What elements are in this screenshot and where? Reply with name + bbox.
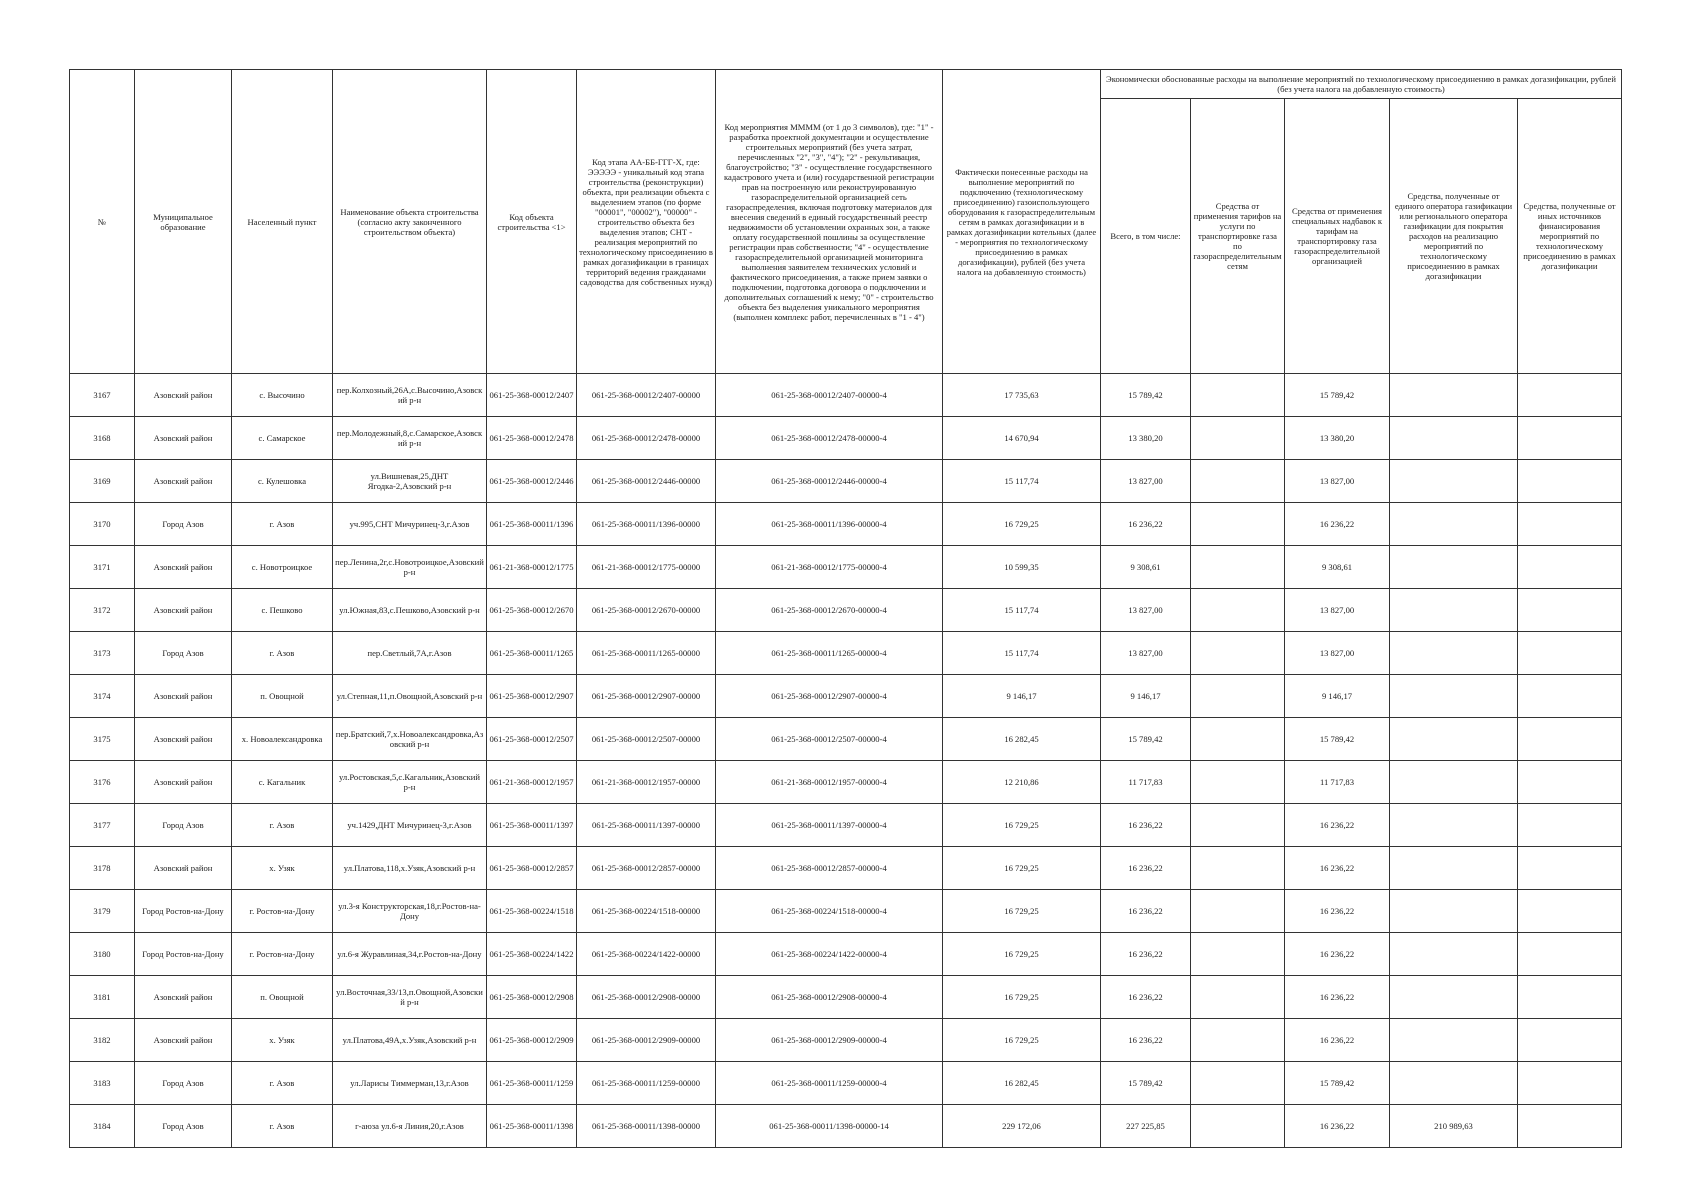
cell-surcharges: 16 236,22 bbox=[1285, 1019, 1390, 1062]
header-actual-costs: Фактически понесенные расходы на выполнение мероприятий по подключению (технологическому присоединению) газоиспользующего оборудования к газораспределительным сетям в рамках догазификации и в рамках догазификации котельных (далее - мероприятия по технологическому присоединению в рамках догазификации), рублей (без учета налога на добавленную стоимость) bbox=[943, 70, 1101, 374]
cell-tariffs bbox=[1191, 460, 1285, 503]
header-operator-funds: Средства, полученные от единого оператора газификации или регионального оператора газификации для покрытия расходов на реализацию мероприятий по технологическому присоединению в рамках догазификации bbox=[1390, 99, 1518, 374]
header-num: № bbox=[70, 70, 135, 374]
cell-tariffs bbox=[1191, 546, 1285, 589]
cell-stage-code: 061-25-368-00012/2907-00000 bbox=[577, 675, 716, 718]
cell-settlement: г. Азов bbox=[232, 804, 333, 847]
cell-total: 9 308,61 bbox=[1101, 546, 1191, 589]
cell-stage-code: 061-25-368-00011/1259-00000 bbox=[577, 1062, 716, 1105]
cell-event-code: 061-25-368-00012/2907-00000-4 bbox=[716, 675, 943, 718]
cell-municipality: Город Азов bbox=[135, 804, 232, 847]
cell-operator-funds bbox=[1390, 503, 1518, 546]
cell-municipality: Город Азов bbox=[135, 1105, 232, 1148]
cell-surcharges: 15 789,42 bbox=[1285, 1062, 1390, 1105]
cell-other-funds bbox=[1518, 374, 1622, 417]
cell-num: 3167 bbox=[70, 374, 135, 417]
cell-tariffs bbox=[1191, 374, 1285, 417]
cell-object-code: 061-25-368-00011/1396 bbox=[487, 503, 577, 546]
cell-actual-costs: 15 117,74 bbox=[943, 460, 1101, 503]
cell-object-name: ул.Южная,83,с.Пешково,Азовский р-н bbox=[333, 589, 487, 632]
cell-surcharges: 16 236,22 bbox=[1285, 804, 1390, 847]
header-total: Всего, в том числе: bbox=[1101, 99, 1191, 374]
cell-municipality: Азовский район bbox=[135, 675, 232, 718]
cell-surcharges: 16 236,22 bbox=[1285, 1105, 1390, 1148]
cell-municipality: Город Ростов-на-Дону bbox=[135, 933, 232, 976]
table-row bbox=[70, 417, 1622, 460]
cell-actual-costs: 10 599,35 bbox=[943, 546, 1101, 589]
cell-stage-code: 061-25-368-00012/2478-00000 bbox=[577, 417, 716, 460]
table-row bbox=[70, 1019, 1622, 1062]
header-other-funds: Средства, полученные от иных источников финансирования мероприятий по технологическому присоединению в рамках догазификации bbox=[1518, 99, 1622, 374]
table-row bbox=[70, 761, 1622, 804]
cell-surcharges: 15 789,42 bbox=[1285, 374, 1390, 417]
cell-operator-funds bbox=[1390, 761, 1518, 804]
cell-object-name: уч.995,СНТ Мичуринец-3,г.Азов bbox=[333, 503, 487, 546]
cell-object-code: 061-25-368-00224/1518 bbox=[487, 890, 577, 933]
cell-tariffs bbox=[1191, 417, 1285, 460]
cell-object-code: 061-25-368-00012/2670 bbox=[487, 589, 577, 632]
cell-surcharges: 16 236,22 bbox=[1285, 503, 1390, 546]
cell-stage-code: 061-25-368-00011/1397-00000 bbox=[577, 804, 716, 847]
cell-num: 3177 bbox=[70, 804, 135, 847]
cell-operator-funds bbox=[1390, 374, 1518, 417]
cell-tariffs bbox=[1191, 761, 1285, 804]
table-row bbox=[70, 976, 1622, 1019]
cell-tariffs bbox=[1191, 589, 1285, 632]
cell-object-code: 061-25-368-00011/1265 bbox=[487, 632, 577, 675]
cell-event-code: 061-25-368-00011/1259-00000-4 bbox=[716, 1062, 943, 1105]
table-row bbox=[70, 589, 1622, 632]
cell-settlement: с. Новотроицкое bbox=[232, 546, 333, 589]
cell-tariffs bbox=[1191, 632, 1285, 675]
cell-num: 3183 bbox=[70, 1062, 135, 1105]
cell-tariffs bbox=[1191, 933, 1285, 976]
cell-surcharges: 9 308,61 bbox=[1285, 546, 1390, 589]
cell-object-name: ул.Платова,49А,х.Узяк,Азовский р-н bbox=[333, 1019, 487, 1062]
cell-surcharges: 16 236,22 bbox=[1285, 933, 1390, 976]
cell-total: 16 236,22 bbox=[1101, 847, 1191, 890]
table-row bbox=[70, 718, 1622, 761]
cell-event-code: 061-25-368-00012/2909-00000-4 bbox=[716, 1019, 943, 1062]
table-row bbox=[70, 460, 1622, 503]
cell-actual-costs: 16 282,45 bbox=[943, 718, 1101, 761]
cell-settlement: г. Ростов-на-Дону bbox=[232, 933, 333, 976]
cell-total: 16 236,22 bbox=[1101, 804, 1191, 847]
cell-settlement: с. Высочино bbox=[232, 374, 333, 417]
cell-other-funds bbox=[1518, 503, 1622, 546]
cell-surcharges: 11 717,83 bbox=[1285, 761, 1390, 804]
cell-num: 3169 bbox=[70, 460, 135, 503]
cell-municipality: Азовский район bbox=[135, 1019, 232, 1062]
cell-settlement: с. Кагальник bbox=[232, 761, 333, 804]
cell-total: 15 789,42 bbox=[1101, 718, 1191, 761]
cell-settlement: с. Пешково bbox=[232, 589, 333, 632]
cell-other-funds bbox=[1518, 1019, 1622, 1062]
cell-actual-costs: 16 729,25 bbox=[943, 503, 1101, 546]
cell-other-funds bbox=[1518, 847, 1622, 890]
header-event-code: Код мероприятия ММММ (от 1 до 3 символов), где: "1" - разработка проектной документации и осуществление строительных мероприятий (без учета затрат, перечисленных "2", "3", "4"); "2" - рекультивация, благоустройство; "3" - осуществление государственного кадастрового учета и (или) государственной регистрации прав на построенную или реконструированную газораспределительной организацией сеть газораспределения, включая подготовку материалов для внесения сведений в единый государственный реестр недвижимости об установлении охранных зон, а также оплату государственной пошлины за осуществление регистрации прав собственности; "4" - осуществление газораспределительной организацией мониторинга выполнения заявителем технических условий и фактического присоединения, а также прием заявки о подключении, подготовка договора о подключении и дополнительных соглашений к нему; "0" - строительство объекта без выделения уникального мероприятия (выполнен комплекс работ, перечисленных в "1 - 4") bbox=[716, 70, 943, 374]
cell-tariffs bbox=[1191, 718, 1285, 761]
cell-surcharges: 16 236,22 bbox=[1285, 890, 1390, 933]
cell-object-name: ул.Платова,118,х.Узяк,Азовский р-н bbox=[333, 847, 487, 890]
cell-municipality: Город Азов bbox=[135, 632, 232, 675]
table-row bbox=[70, 546, 1622, 589]
cell-settlement: с. Самарское bbox=[232, 417, 333, 460]
cell-other-funds bbox=[1518, 976, 1622, 1019]
cell-stage-code: 061-21-368-00012/1957-00000 bbox=[577, 761, 716, 804]
cell-actual-costs: 16 729,25 bbox=[943, 804, 1101, 847]
cell-other-funds bbox=[1518, 1062, 1622, 1105]
cell-municipality: Азовский район bbox=[135, 546, 232, 589]
cell-object-name: ул.6-я Журавлиная,34,г.Ростов-на-Дону bbox=[333, 933, 487, 976]
cell-total: 13 827,00 bbox=[1101, 460, 1191, 503]
cell-object-name: ул.3-я Конструкторская,18,г.Ростов-на-Дону bbox=[333, 890, 487, 933]
cell-event-code: 061-25-368-00224/1422-00000-4 bbox=[716, 933, 943, 976]
cell-municipality: Азовский район bbox=[135, 976, 232, 1019]
cell-object-code: 061-25-368-00012/2907 bbox=[487, 675, 577, 718]
cell-operator-funds bbox=[1390, 632, 1518, 675]
cell-operator-funds bbox=[1390, 417, 1518, 460]
cell-num: 3176 bbox=[70, 761, 135, 804]
table-row bbox=[70, 890, 1622, 933]
cell-object-name: ул.Вишневая,25,ДНТ Ягодка-2,Азовский р-н bbox=[333, 460, 487, 503]
table-row bbox=[70, 1105, 1622, 1148]
cell-num: 3175 bbox=[70, 718, 135, 761]
cell-other-funds bbox=[1518, 632, 1622, 675]
cell-stage-code: 061-25-368-00224/1518-00000 bbox=[577, 890, 716, 933]
cell-municipality: Азовский район bbox=[135, 374, 232, 417]
cell-actual-costs: 16 729,25 bbox=[943, 933, 1101, 976]
cell-stage-code: 061-25-368-00012/2857-00000 bbox=[577, 847, 716, 890]
header-municipality: Муниципальное образование bbox=[135, 70, 232, 374]
cell-tariffs bbox=[1191, 847, 1285, 890]
cell-event-code: 061-21-368-00012/1957-00000-4 bbox=[716, 761, 943, 804]
cell-surcharges: 13 827,00 bbox=[1285, 589, 1390, 632]
cell-num: 3178 bbox=[70, 847, 135, 890]
cell-object-code: 061-25-368-00224/1422 bbox=[487, 933, 577, 976]
cell-stage-code: 061-25-368-00012/2446-00000 bbox=[577, 460, 716, 503]
cell-operator-funds bbox=[1390, 890, 1518, 933]
cell-total: 13 827,00 bbox=[1101, 589, 1191, 632]
cell-actual-costs: 9 146,17 bbox=[943, 675, 1101, 718]
cell-object-code: 061-25-368-00011/1398 bbox=[487, 1105, 577, 1148]
cell-object-code: 061-21-368-00012/1775 bbox=[487, 546, 577, 589]
cell-surcharges: 15 789,42 bbox=[1285, 718, 1390, 761]
table-row bbox=[70, 632, 1622, 675]
cell-surcharges: 9 146,17 bbox=[1285, 675, 1390, 718]
cell-other-funds bbox=[1518, 718, 1622, 761]
cell-event-code: 061-25-368-00012/2857-00000-4 bbox=[716, 847, 943, 890]
cell-tariffs bbox=[1191, 1062, 1285, 1105]
cell-total: 227 225,85 bbox=[1101, 1105, 1191, 1148]
cell-num: 3172 bbox=[70, 589, 135, 632]
cell-stage-code: 061-25-368-00011/1398-00000 bbox=[577, 1105, 716, 1148]
cell-surcharges: 13 827,00 bbox=[1285, 460, 1390, 503]
cell-settlement: г. Азов bbox=[232, 1062, 333, 1105]
cell-settlement: п. Овощной bbox=[232, 976, 333, 1019]
cell-event-code: 061-25-368-00012/2507-00000-4 bbox=[716, 718, 943, 761]
table-row bbox=[70, 804, 1622, 847]
cell-municipality: Азовский район bbox=[135, 589, 232, 632]
cell-actual-costs: 12 210,86 bbox=[943, 761, 1101, 804]
header-object-code: Код объекта строительства <1> bbox=[487, 70, 577, 374]
cell-actual-costs: 16 729,25 bbox=[943, 1019, 1101, 1062]
cell-other-funds bbox=[1518, 761, 1622, 804]
cell-event-code: 061-25-368-00011/1396-00000-4 bbox=[716, 503, 943, 546]
cell-object-name: пер.Братский,7,х.Новоалександровка,Азовский р-н bbox=[333, 718, 487, 761]
cell-object-code: 061-25-368-00011/1259 bbox=[487, 1062, 577, 1105]
cell-object-name: пер.Светлый,7А,г.Азов bbox=[333, 632, 487, 675]
cell-event-code: 061-25-368-00012/2908-00000-4 bbox=[716, 976, 943, 1019]
cell-stage-code: 061-21-368-00012/1775-00000 bbox=[577, 546, 716, 589]
cell-total: 16 236,22 bbox=[1101, 1019, 1191, 1062]
header-tariffs: Средства от применения тарифов на услуги по транспортировке газа по газораспределительным сетям bbox=[1191, 99, 1285, 374]
cell-municipality: Город Ростов-на-Дону bbox=[135, 890, 232, 933]
cell-event-code: 061-25-368-00012/2478-00000-4 bbox=[716, 417, 943, 460]
header-economic-costs-group: Экономически обоснованные расходы на выполнение мероприятий по технологическому присоединению в рамках догазификации, рублей (без учета налога на добавленную стоимость) bbox=[1101, 70, 1622, 99]
cell-other-funds bbox=[1518, 460, 1622, 503]
cell-event-code: 061-25-368-00012/2446-00000-4 bbox=[716, 460, 943, 503]
cell-municipality: Азовский район bbox=[135, 417, 232, 460]
cell-object-code: 061-21-368-00012/1957 bbox=[487, 761, 577, 804]
cell-object-code: 061-25-368-00012/2446 bbox=[487, 460, 577, 503]
cell-tariffs bbox=[1191, 804, 1285, 847]
cell-object-name: пер.Ленина,2г,с.Новотроицкое,Азовский р-н bbox=[333, 546, 487, 589]
cell-stage-code: 061-25-368-00012/2909-00000 bbox=[577, 1019, 716, 1062]
cell-num: 3182 bbox=[70, 1019, 135, 1062]
cell-other-funds bbox=[1518, 417, 1622, 460]
header-stage-code: Код этапа АА-ББ-ГГГ-Х, где: ЭЭЭЭЭ - уникальный код этапа строительства (реконструкции) объекта, при реализации объекта с выделением этапов (по форме "00001", "00002"), "00000" - строительство объекта без выделения этапов; СНТ - реализация мероприятий по технологическому присоединению в рамках догазификации в границах территорий ведения гражданами садоводства для собственных нужд) bbox=[577, 70, 716, 374]
cell-event-code: 061-25-368-00224/1518-00000-4 bbox=[716, 890, 943, 933]
cell-object-code: 061-25-368-00012/2478 bbox=[487, 417, 577, 460]
cell-other-funds bbox=[1518, 804, 1622, 847]
table-body bbox=[70, 374, 1622, 1148]
cell-settlement: г. Ростов-на-Дону bbox=[232, 890, 333, 933]
cell-operator-funds bbox=[1390, 460, 1518, 503]
table-row bbox=[70, 503, 1622, 546]
cell-other-funds bbox=[1518, 1105, 1622, 1148]
cell-object-code: 061-25-368-00012/2407 bbox=[487, 374, 577, 417]
cell-object-name: ул.Ростовская,5,с.Кагальник,Азовский р-н bbox=[333, 761, 487, 804]
cell-other-funds bbox=[1518, 546, 1622, 589]
cell-total: 16 236,22 bbox=[1101, 503, 1191, 546]
cell-actual-costs: 16 729,25 bbox=[943, 847, 1101, 890]
cell-settlement: г. Азов bbox=[232, 503, 333, 546]
cell-operator-funds bbox=[1390, 675, 1518, 718]
cell-municipality: Азовский район bbox=[135, 847, 232, 890]
cell-event-code: 061-25-368-00012/2407-00000-4 bbox=[716, 374, 943, 417]
cell-object-code: 061-25-368-00012/2909 bbox=[487, 1019, 577, 1062]
table-row bbox=[70, 847, 1622, 890]
cell-municipality: Город Азов bbox=[135, 503, 232, 546]
cell-actual-costs: 229 172,06 bbox=[943, 1105, 1101, 1148]
cell-event-code: 061-21-368-00012/1775-00000-4 bbox=[716, 546, 943, 589]
cell-tariffs bbox=[1191, 890, 1285, 933]
cell-operator-funds bbox=[1390, 718, 1518, 761]
cell-municipality: Город Азов bbox=[135, 1062, 232, 1105]
cell-settlement: х. Узяк bbox=[232, 847, 333, 890]
cell-object-name: пер.Колхозный,26А,с.Высочино,Азовский р-н bbox=[333, 374, 487, 417]
cell-settlement: х. Новоалександровка bbox=[232, 718, 333, 761]
cell-other-funds bbox=[1518, 589, 1622, 632]
cell-settlement: с. Кулешовка bbox=[232, 460, 333, 503]
cell-object-code: 061-25-368-00011/1397 bbox=[487, 804, 577, 847]
cell-tariffs bbox=[1191, 503, 1285, 546]
cell-settlement: г. Азов bbox=[232, 632, 333, 675]
cell-stage-code: 061-25-368-00224/1422-00000 bbox=[577, 933, 716, 976]
cell-other-funds bbox=[1518, 890, 1622, 933]
cell-object-code: 061-25-368-00012/2507 bbox=[487, 718, 577, 761]
cell-actual-costs: 14 670,94 bbox=[943, 417, 1101, 460]
cell-surcharges: 13 380,20 bbox=[1285, 417, 1390, 460]
cell-operator-funds bbox=[1390, 804, 1518, 847]
cell-operator-funds bbox=[1390, 1019, 1518, 1062]
table-header bbox=[70, 70, 1622, 374]
cell-municipality: Азовский район bbox=[135, 460, 232, 503]
cell-object-code: 061-25-368-00012/2908 bbox=[487, 976, 577, 1019]
cell-actual-costs: 15 117,74 bbox=[943, 589, 1101, 632]
cell-stage-code: 061-25-368-00011/1265-00000 bbox=[577, 632, 716, 675]
cell-event-code: 061-25-368-00012/2670-00000-4 bbox=[716, 589, 943, 632]
cell-operator-funds bbox=[1390, 976, 1518, 1019]
cell-total: 9 146,17 bbox=[1101, 675, 1191, 718]
cell-operator-funds bbox=[1390, 546, 1518, 589]
cell-operator-funds bbox=[1390, 589, 1518, 632]
cell-num: 3181 bbox=[70, 976, 135, 1019]
cell-total: 15 789,42 bbox=[1101, 374, 1191, 417]
cell-total: 11 717,83 bbox=[1101, 761, 1191, 804]
gasification-costs-table bbox=[69, 69, 1622, 1148]
cell-num: 3180 bbox=[70, 933, 135, 976]
cell-total: 13 827,00 bbox=[1101, 632, 1191, 675]
cell-actual-costs: 16 729,25 bbox=[943, 890, 1101, 933]
cell-num: 3171 bbox=[70, 546, 135, 589]
cell-stage-code: 061-25-368-00012/2407-00000 bbox=[577, 374, 716, 417]
cell-event-code: 061-25-368-00011/1397-00000-4 bbox=[716, 804, 943, 847]
cell-object-name: ул.Степная,11,п.Овощной,Азовский р-н bbox=[333, 675, 487, 718]
cell-other-funds bbox=[1518, 675, 1622, 718]
cell-operator-funds bbox=[1390, 1062, 1518, 1105]
table-row bbox=[70, 933, 1622, 976]
cell-settlement: г. Азов bbox=[232, 1105, 333, 1148]
cell-num: 3179 bbox=[70, 890, 135, 933]
cell-num: 3184 bbox=[70, 1105, 135, 1148]
cell-num: 3168 bbox=[70, 417, 135, 460]
cell-object-name: г-аюза ул.6-я Линия,20,г.Азов bbox=[333, 1105, 487, 1148]
cell-stage-code: 061-25-368-00012/2507-00000 bbox=[577, 718, 716, 761]
cell-object-name: уч.1429,ДНТ Мичуринец-3,г.Азов bbox=[333, 804, 487, 847]
cell-actual-costs: 15 117,74 bbox=[943, 632, 1101, 675]
cell-operator-funds bbox=[1390, 847, 1518, 890]
cell-object-name: ул.Ларисы Тиммерман,13,г.Азов bbox=[333, 1062, 487, 1105]
cell-total: 16 236,22 bbox=[1101, 933, 1191, 976]
cell-object-name: пер.Молодежный,8,с.Самарское,Азовский р-н bbox=[333, 417, 487, 460]
cell-stage-code: 061-25-368-00012/2670-00000 bbox=[577, 589, 716, 632]
cell-actual-costs: 17 735,63 bbox=[943, 374, 1101, 417]
cell-tariffs bbox=[1191, 1105, 1285, 1148]
cell-other-funds bbox=[1518, 933, 1622, 976]
cell-municipality: Азовский район bbox=[135, 718, 232, 761]
cell-surcharges: 16 236,22 bbox=[1285, 976, 1390, 1019]
cell-num: 3170 bbox=[70, 503, 135, 546]
table-row bbox=[70, 675, 1622, 718]
cell-event-code: 061-25-368-00011/1265-00000-4 bbox=[716, 632, 943, 675]
cell-actual-costs: 16 729,25 bbox=[943, 976, 1101, 1019]
cell-event-code: 061-25-368-00011/1398-00000-14 bbox=[716, 1105, 943, 1148]
cell-stage-code: 061-25-368-00012/2908-00000 bbox=[577, 976, 716, 1019]
table-row bbox=[70, 1062, 1622, 1105]
cell-total: 15 789,42 bbox=[1101, 1062, 1191, 1105]
header-surcharges: Средства от применения специальных надбавок к тарифам на транспортировку газа газораспределительной организацией bbox=[1285, 99, 1390, 374]
cell-stage-code: 061-25-368-00011/1396-00000 bbox=[577, 503, 716, 546]
cell-tariffs bbox=[1191, 976, 1285, 1019]
cell-settlement: х. Узяк bbox=[232, 1019, 333, 1062]
table-row bbox=[70, 374, 1622, 417]
cell-total: 16 236,22 bbox=[1101, 976, 1191, 1019]
cell-num: 3173 bbox=[70, 632, 135, 675]
cell-num: 3174 bbox=[70, 675, 135, 718]
cell-actual-costs: 16 282,45 bbox=[943, 1062, 1101, 1105]
header-settlement: Населенный пункт bbox=[232, 70, 333, 374]
cell-operator-funds bbox=[1390, 933, 1518, 976]
cell-settlement: п. Овощной bbox=[232, 675, 333, 718]
cell-tariffs bbox=[1191, 675, 1285, 718]
cell-total: 13 380,20 bbox=[1101, 417, 1191, 460]
header-object-name: Наименование объекта строительства (согласно акту законченного строительством объекта) bbox=[333, 70, 487, 374]
cell-municipality: Азовский район bbox=[135, 761, 232, 804]
cell-total: 16 236,22 bbox=[1101, 890, 1191, 933]
cell-object-code: 061-25-368-00012/2857 bbox=[487, 847, 577, 890]
cell-object-name: ул.Восточная,33/13,п.Овощной,Азовский р-н bbox=[333, 976, 487, 1019]
cell-tariffs bbox=[1191, 1019, 1285, 1062]
cell-surcharges: 13 827,00 bbox=[1285, 632, 1390, 675]
cell-operator-funds: 210 989,63 bbox=[1390, 1105, 1518, 1148]
cell-surcharges: 16 236,22 bbox=[1285, 847, 1390, 890]
